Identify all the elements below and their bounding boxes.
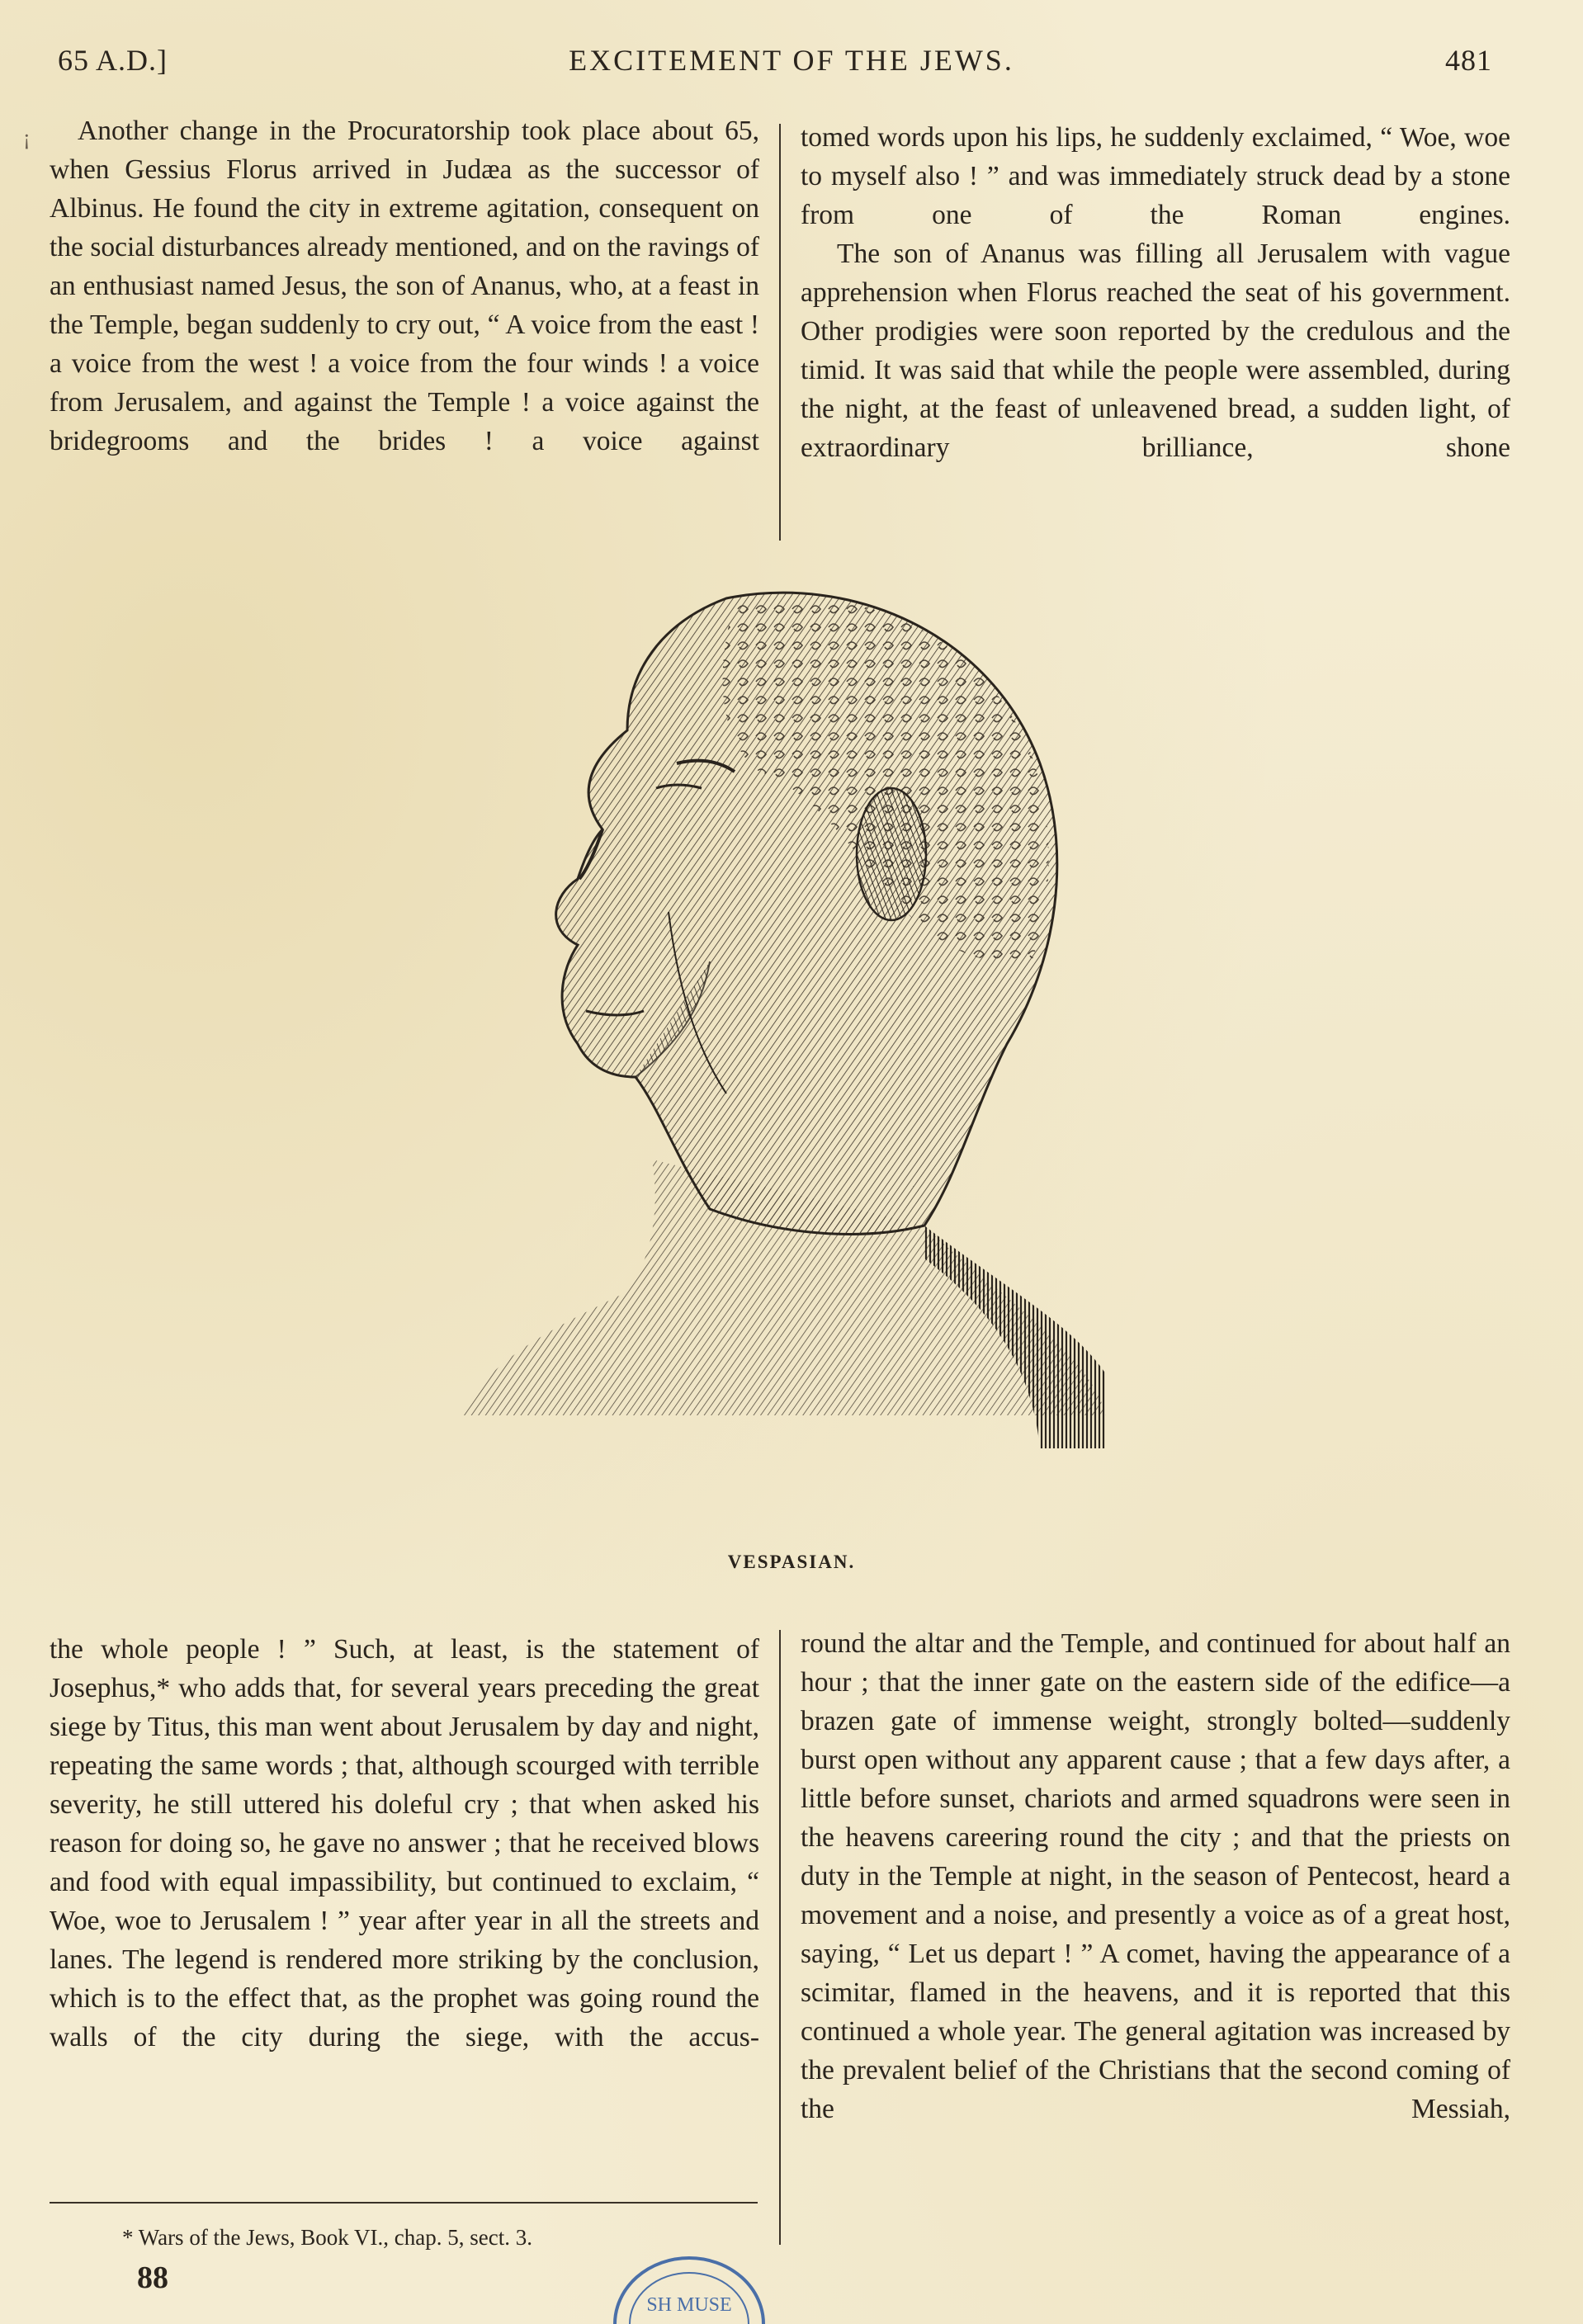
- paragraph-bottom-right: round the altar and the Temple, and continued for about half an hour ; that the inner gate on the eastern side of the edifice—a brazen gate of immense weight, strongly bolted—suddenly burst open without any apparent cause ; that a few days after, a little before sunset, chariots and armed squadrons were seen in the heavens careering round the city ; and that the priests on duty in the Temple at night, in the season of Pentecost, heard a movement and a noise, and presently a voice as of a great host, saying, “ Let us depart ! ” A comet, having the appearance of a scimitar, flamed in the heavens, and it is reported that this continued a whole year. The general agitation was increased by the prevalent belief of the Christians that the second coming of the Messiah,: [801, 1628, 1510, 2124]
- folio-number: 88: [137, 2260, 168, 2295]
- footnote: * Wars of the Jews, Book VI., chap. 5, sect. 3.: [122, 2225, 532, 2250]
- vespasian-portrait-engraving: [462, 582, 1106, 1531]
- column-bottom-left: [50, 1630, 759, 2057]
- footnote-rule: [50, 2202, 758, 2204]
- column-bottom-right: [801, 1624, 1510, 2128]
- column-divider-bottom: [779, 1630, 781, 2245]
- column-top-left: [50, 111, 759, 461]
- paragraph-top-left: Another change in the Procuratorship took place about 65, when Gessius Florus arrived in Judæa as the successor of Albinus. He found the city in extreme agitation, consequent on the social disturbances already mentioned, and on the ravings of an enthusiast named Jesus, the son of Ananus, who, at a feast in the Temple, began suddenly to cry out, “ A voice from the east ! a voice from the west ! a voice from the four winds ! a voice from Jerusalem, and against the Temple ! a voice against the bridegrooms and the brides ! a voice against: [50, 116, 759, 456]
- column-divider-top: [779, 124, 781, 541]
- library-stamp: [607, 2256, 772, 2324]
- paragraph-top-right-1: tomed words upon his lips, he suddenly exclaimed, “ Woe, woe to myself also ! ” and was immediately struck dead by a stone from one of the Roman engines.: [801, 122, 1510, 230]
- header-date: 65 A.D.]: [58, 44, 168, 77]
- column-top-right: [801, 118, 1510, 467]
- running-title: EXCITEMENT OF THE JEWS.: [569, 44, 1014, 77]
- illustration-caption: VESPASIAN.: [727, 1552, 856, 1572]
- stamp-text: SH MUSE: [646, 2294, 732, 2316]
- paragraph-top-right-2: The son of Ananus was filling all Jerusalem with vague apprehension when Florus reached the seat of his government. Other prodigies were soon reported by the credulous and the timid. It was said that while the people were assembled, during the night, at the feast of unleavened bread, a sudden light, of extraordinary brilliance, shone: [801, 239, 1510, 463]
- header-page-number: 481: [1445, 44, 1492, 77]
- margin-mark: ¡: [23, 125, 31, 149]
- paragraph-bottom-left: the whole people ! ” Such, at least, is the statement of Josephus,* who adds that, for several years preceding the great siege by Titus, this man went about Jerusalem by day and night, repeating the same words ; that, although scourged with terrible severity, he still uttered his doleful cry ; that when asked his reason for doing so, he gave no answer ; that he received blows and food with equal impassibility, but continued to exclaim, “ Woe, woe to Jerusalem ! ” year after year in all the streets and lanes. The legend is rendered more striking by the conclusion, which is to the effect that, as the prophet was going round the walls of the city during the siege, with the accus-: [50, 1634, 759, 2052]
